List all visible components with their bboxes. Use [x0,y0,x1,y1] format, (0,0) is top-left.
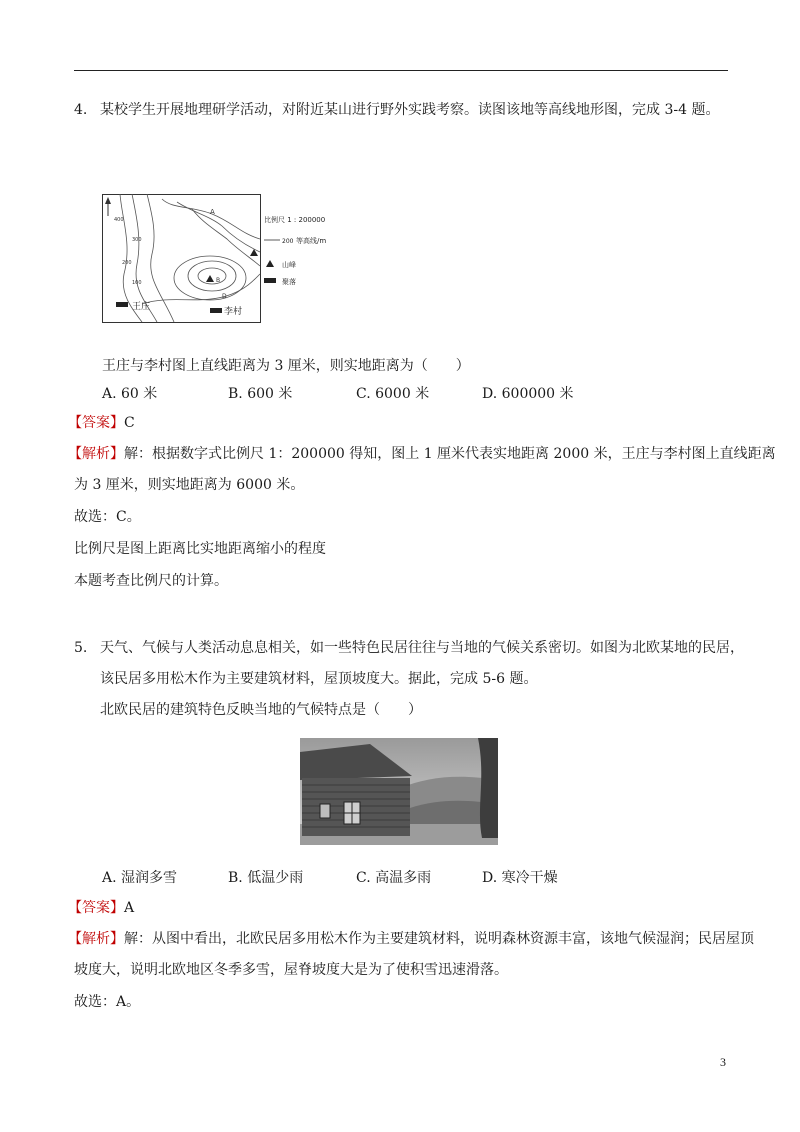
village-wangzhuang-marker [116,302,128,307]
q4-analysis-1: 【解析】解：根据数字式比例尺 1：200000 得知，图上 1 厘米代表实地距离 2000 米，王庄与李村图上直线距离 [68,446,776,462]
peak-legend: 山峰 [282,261,296,269]
page-number: 3 [720,1055,726,1069]
scale-text: 比例尺 1 : 200000 [264,216,326,224]
q5-number: 5. [74,640,88,656]
q5-option-c: C. 高温多雨 [356,870,432,886]
svg-text:200: 200 [122,260,132,266]
contour-map [102,194,338,324]
q5-answer: 【答案】A [68,900,135,916]
q5-analysis-1: 【解析】解：从图中看出，北欧民居多用松木作为主要建筑材料，说明森林资源丰富，该地气候湿润；民居屋顶 [68,931,754,947]
q4-option-b: B. 600 米 [228,386,293,402]
q4-option-c: C. 6000 米 [356,386,430,402]
svg-text:B: B [216,277,221,284]
svg-text:D: D [222,293,227,300]
licun-label: 李村 [224,307,243,317]
peak-legend-icon [266,260,274,267]
svg-text:300: 300 [132,237,142,243]
svg-text:100: 100 [132,280,142,286]
q5-stem-2: 该民居多用松木作为主要建筑材料，屋顶坡度大。据此，完成 5-6 题。 [100,671,538,687]
q4-analysis-2: 为 3 厘米，则实地距离为 6000 米。 [74,477,305,493]
q5-question: 北欧民居的建筑特色反映当地的气候特点是（ ） [100,702,422,718]
header-rule [74,70,728,71]
q4-note-2: 本题考查比例尺的计算。 [74,573,228,589]
q4-note-1: 比例尺是图上距离比实地距离缩小的程度 [74,541,326,557]
q5-choose: 故选：A。 [74,994,141,1010]
q5-option-b: B. 低温少雨 [228,870,304,886]
q5-stem-1: 天气、气候与人类活动息息相关，如一些特色民居往往与当地的气候关系密切。如图为北欧某地的民居， [100,640,744,656]
village-licun-marker [210,308,222,313]
svg-text:A: A [210,208,215,216]
nordic-house-photo [300,738,498,845]
wangzhuang-label: 王庄 [132,302,151,312]
q4-question: 王庄与李村图上直线距离为 3 厘米，则实地距离为（ ） [102,358,470,374]
village-legend-icon [264,278,276,283]
q4-choose: 故选：C。 [74,509,141,525]
q5-option-a: A. 湿润多雪 [102,870,178,886]
contour-legend: 等高线/m [296,237,327,245]
q4-option-a: A. 60 米 [102,386,158,402]
q4-stem: 某校学生开展地理研学活动，对附近某山进行野外实践考察。读图该地等高线地形图，完成 3-4 题。 [100,102,720,118]
svg-text:200: 200 [282,238,294,245]
q4-number: 4. [74,102,88,118]
q4-answer: 【答案】C [68,415,135,431]
svg-text:400: 400 [114,217,124,223]
q5-option-d: D. 寒冷干燥 [482,870,558,886]
q5-analysis-2: 坡度大，说明北欧地区冬季多雪，屋脊坡度大是为了使积雪迅速滑落。 [74,962,508,978]
q4-option-d: D. 600000 米 [482,386,574,402]
village-legend: 聚落 [282,278,296,286]
